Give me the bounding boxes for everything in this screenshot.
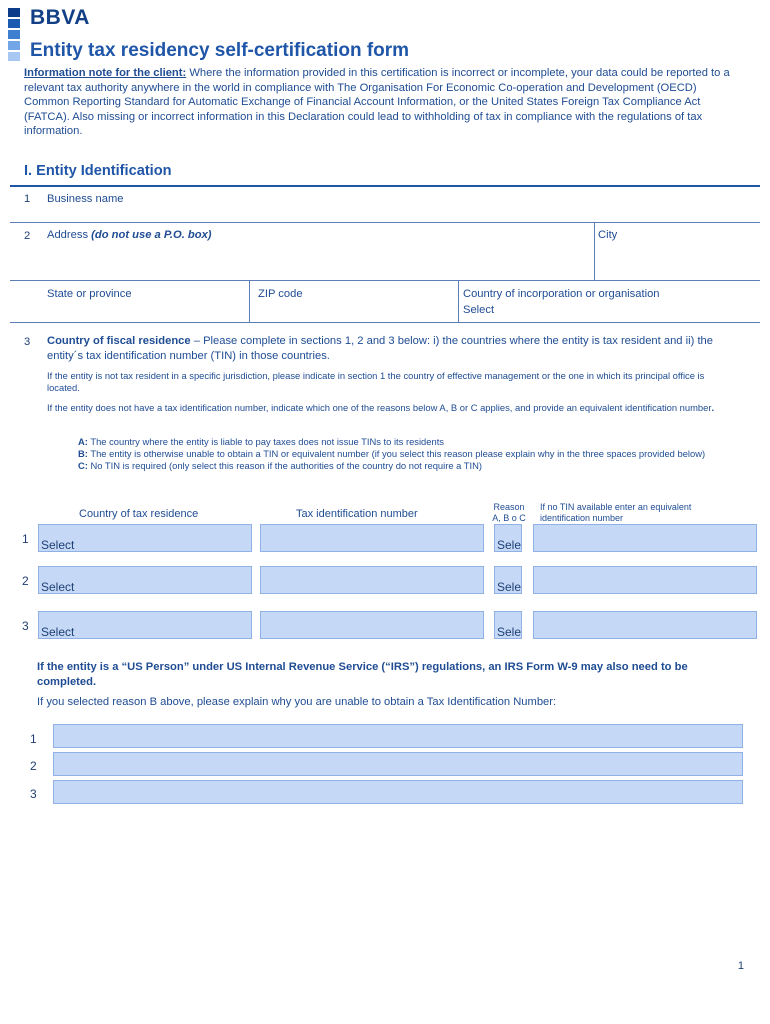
state-input[interactable] [47, 302, 245, 316]
divider-line [10, 322, 760, 323]
column-header-tin: Tax identification number [296, 508, 418, 520]
fiscal-residence-heading: Country of fiscal residence [47, 335, 191, 347]
tin-input[interactable] [260, 524, 484, 552]
reason-select[interactable]: Sele [494, 566, 522, 594]
note-management-country: If the entity is not tax resident in a specific jurisdiction, please indicate in section 1 the country of effective management or the one in which its principal office is located. [47, 370, 705, 393]
reason-select[interactable]: Sele [494, 524, 522, 552]
fiscal-residence-intro [47, 334, 727, 363]
tin-input[interactable] [260, 611, 484, 639]
residence-row-number: 2 [22, 574, 29, 588]
address-hint: (do not use a P.O. box) [91, 229, 212, 241]
reason-a [78, 436, 738, 448]
explanation-line-number: 1 [30, 732, 37, 746]
column-header-country: Country of tax residence [79, 508, 199, 520]
reasons-list [78, 436, 738, 472]
bbva-logo: BBVA [30, 6, 90, 29]
divider-line [458, 280, 459, 322]
reason-b-explain-prompt: If you selected reason B above, please explain why you are unable to obtain a Tax Identification Number: [37, 696, 557, 708]
reason-select[interactable]: Sele [494, 611, 522, 639]
reason-c-text: No TIN is required (only select this reason if the authorities of the country do not require a TIN) [87, 460, 483, 471]
bbva-logo-bars [8, 8, 20, 63]
divider-line [10, 280, 760, 281]
reason-a-text: The country where the entity is liable to pay taxes does not issue TINs to its residents [87, 436, 444, 447]
equivalent-id-input[interactable] [533, 611, 757, 639]
tin-input[interactable] [260, 566, 484, 594]
information-note [24, 66, 744, 139]
equivalent-id-input[interactable] [533, 566, 757, 594]
residence-country-select[interactable]: Select [38, 524, 252, 552]
state-label: State or province [47, 288, 132, 300]
column-header-reason-line2: A, B o C [492, 513, 526, 523]
country-incorporation-label: Country of incorporation or organisation [463, 288, 660, 300]
item-number-3: 3 [24, 336, 31, 348]
address-label-text: Address [47, 229, 92, 241]
column-header-equivalent-id: If no TIN available enter an equivalent identification number [540, 502, 692, 523]
residence-row-number: 1 [22, 532, 29, 546]
reason-c [78, 460, 738, 472]
us-person-notice: If the entity is a “US Person” under US Internal Revenue Service (“IRS”) regulations, an IRS Form W-9 may also need to be completed. [37, 661, 688, 688]
explanation-line-number: 3 [30, 787, 37, 801]
zip-label: ZIP code [258, 288, 303, 300]
section-title-entity-identification: I. Entity Identification [24, 163, 172, 179]
note-no-tin [47, 402, 737, 414]
reason-a-key: A: [78, 436, 88, 447]
explanation-line-number: 2 [30, 759, 37, 773]
explanation-input[interactable] [53, 724, 743, 748]
residence-country-select[interactable]: Select [38, 566, 252, 594]
reason-b-key: B: [78, 448, 88, 459]
address-input[interactable] [47, 244, 592, 280]
residence-row-number: 3 [22, 619, 29, 633]
address-label [47, 229, 212, 241]
zip-input[interactable] [258, 302, 454, 316]
fiscal-residence-text: – Please complete in sections 1, 2 and 3 below: i) the countries where the entity is tax resident and ii) the entity´s tax identification number (TIN) in those countries. [47, 335, 713, 362]
item-number-2: 2 [24, 230, 31, 242]
reason-b-text: The entity is otherwise unable to obtain a TIN or equivalent number (if you select this reason please explain why in the three spaces provided below) [87, 448, 706, 459]
divider-line [10, 222, 760, 223]
form-title: Entity tax residency self-certification form [30, 40, 410, 61]
section-divider [10, 185, 760, 187]
divider-line [249, 280, 250, 322]
note-no-tin-text: If the entity does not have a tax identification number, indicate which one of the reasons below A, B or C applies, and provide an equivalent identification number [47, 402, 712, 413]
equivalent-id-input[interactable] [533, 524, 757, 552]
explanation-input[interactable] [53, 780, 743, 804]
city-label: City [598, 229, 618, 241]
page-number: 1 [737, 960, 744, 972]
divider-line [594, 222, 595, 280]
country-incorporation-select[interactable]: Select [463, 304, 495, 316]
note-text: Where the information provided in this certification is incorrect or incomplete, your data could be reported to a relevant tax authority anywhere in the world in compliance with The Organisation For Economic Co-operation and Development (OECD) Common Reporting Standard for Automatic Exchange of Financial Account Information, or the United States Foreign Tax Compliance Act (FATCA). Also missing or incorrect information in this Declaration could lead to withholding of tax in compliance with the regulations of tax information. [24, 67, 730, 138]
reason-c-key: C: [78, 460, 88, 471]
explanation-input[interactable] [53, 752, 743, 776]
column-header-reason [489, 502, 529, 524]
business-name-input[interactable] [47, 206, 757, 222]
reason-b [78, 448, 738, 460]
column-header-reason-line1: Reason [493, 502, 525, 512]
note-no-tin-end: . [711, 402, 715, 413]
city-input[interactable] [598, 244, 758, 280]
item-number-1: 1 [24, 193, 31, 205]
business-name-label: Business name [47, 193, 124, 205]
residence-country-select[interactable]: Select [38, 611, 252, 639]
note-label: Information note for the client: [24, 67, 187, 79]
